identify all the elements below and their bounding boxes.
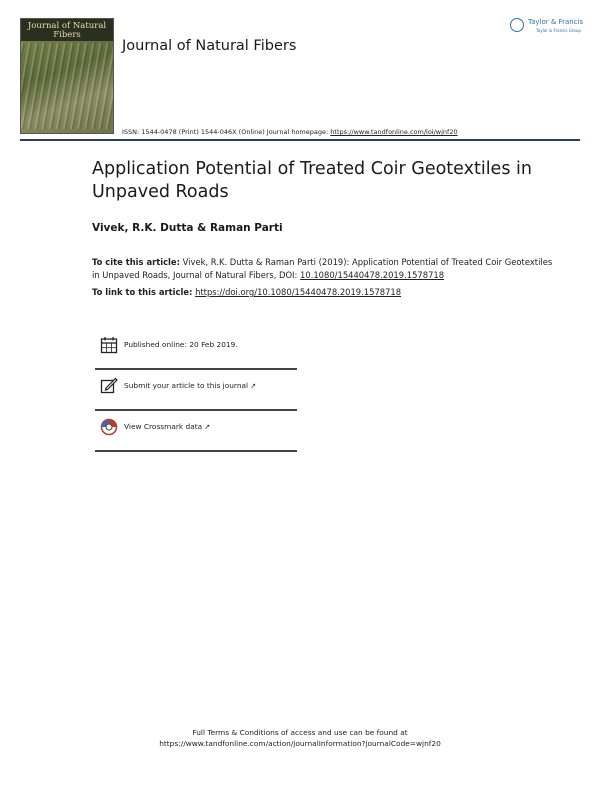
publisher-logo-icon xyxy=(510,18,524,32)
crossmark-link[interactable] xyxy=(124,422,210,431)
cite-text: Vivek, R.K. Dutta & Raman Parti (2019): Application Potential of Treated Coir Geotextiles in Unpaved Roads, Journal of Natural Fibers, DOI: xyxy=(92,257,553,280)
cover-title: Journal of Natural Fibers xyxy=(27,21,107,40)
calendar-icon xyxy=(100,336,118,354)
crossmark-label: View Crossmark data xyxy=(124,422,203,431)
journal-homepage-link[interactable]: https://www.tandfonline.com/loi/wjnf20 xyxy=(330,128,458,136)
submit-article-link[interactable] xyxy=(124,381,256,390)
publisher-name: Taylor & Francis xyxy=(528,18,584,26)
article-authors: Vivek, R.K. Dutta & Raman Parti xyxy=(92,222,283,234)
footer-terms: Full Terms & Conditions of access and use can be found at xyxy=(192,728,408,737)
footer xyxy=(0,727,600,749)
footer-terms-url[interactable]: https://www.tandfonline.com/action/journalInformation?journalCode=wjnf20 xyxy=(159,739,441,748)
cite-label: To cite this article: xyxy=(92,257,180,267)
journal-title[interactable]: Journal of Natural Fibers xyxy=(122,38,297,54)
divider xyxy=(95,409,297,411)
article-title: Application Potential of Treated Coir Geotextiles in Unpaved Roads xyxy=(92,159,532,202)
cover-fiber-texture xyxy=(21,43,113,129)
link-label: To link to this article: xyxy=(92,287,193,297)
doi-link[interactable]: 10.1080/15440478.2019.1578718 xyxy=(300,270,445,280)
publisher-logo[interactable] xyxy=(510,16,584,38)
article-url-link[interactable]: https://doi.org/10.1080/15440478.2019.1578718 xyxy=(195,287,402,297)
edit-icon xyxy=(100,377,118,395)
crossmark-icon xyxy=(100,418,118,436)
external-link-icon: ↗ xyxy=(204,423,211,431)
article-link xyxy=(92,287,401,297)
issn-text: ISSN: 1544-0478 (Print) 1544-046X (Online) Journal homepage: xyxy=(122,128,329,136)
journal-cover xyxy=(20,18,114,134)
publisher-tagline: Taylor & Francis Group xyxy=(536,28,581,33)
published-date: Published online: 20 Feb 2019. xyxy=(124,340,238,349)
citation xyxy=(92,256,562,282)
divider xyxy=(95,450,297,452)
divider xyxy=(95,368,297,370)
external-link-icon: ↗ xyxy=(250,382,256,390)
submit-article-label: Submit your article to this journal xyxy=(124,381,249,390)
issn-line xyxy=(122,128,458,136)
header-divider xyxy=(20,139,580,141)
